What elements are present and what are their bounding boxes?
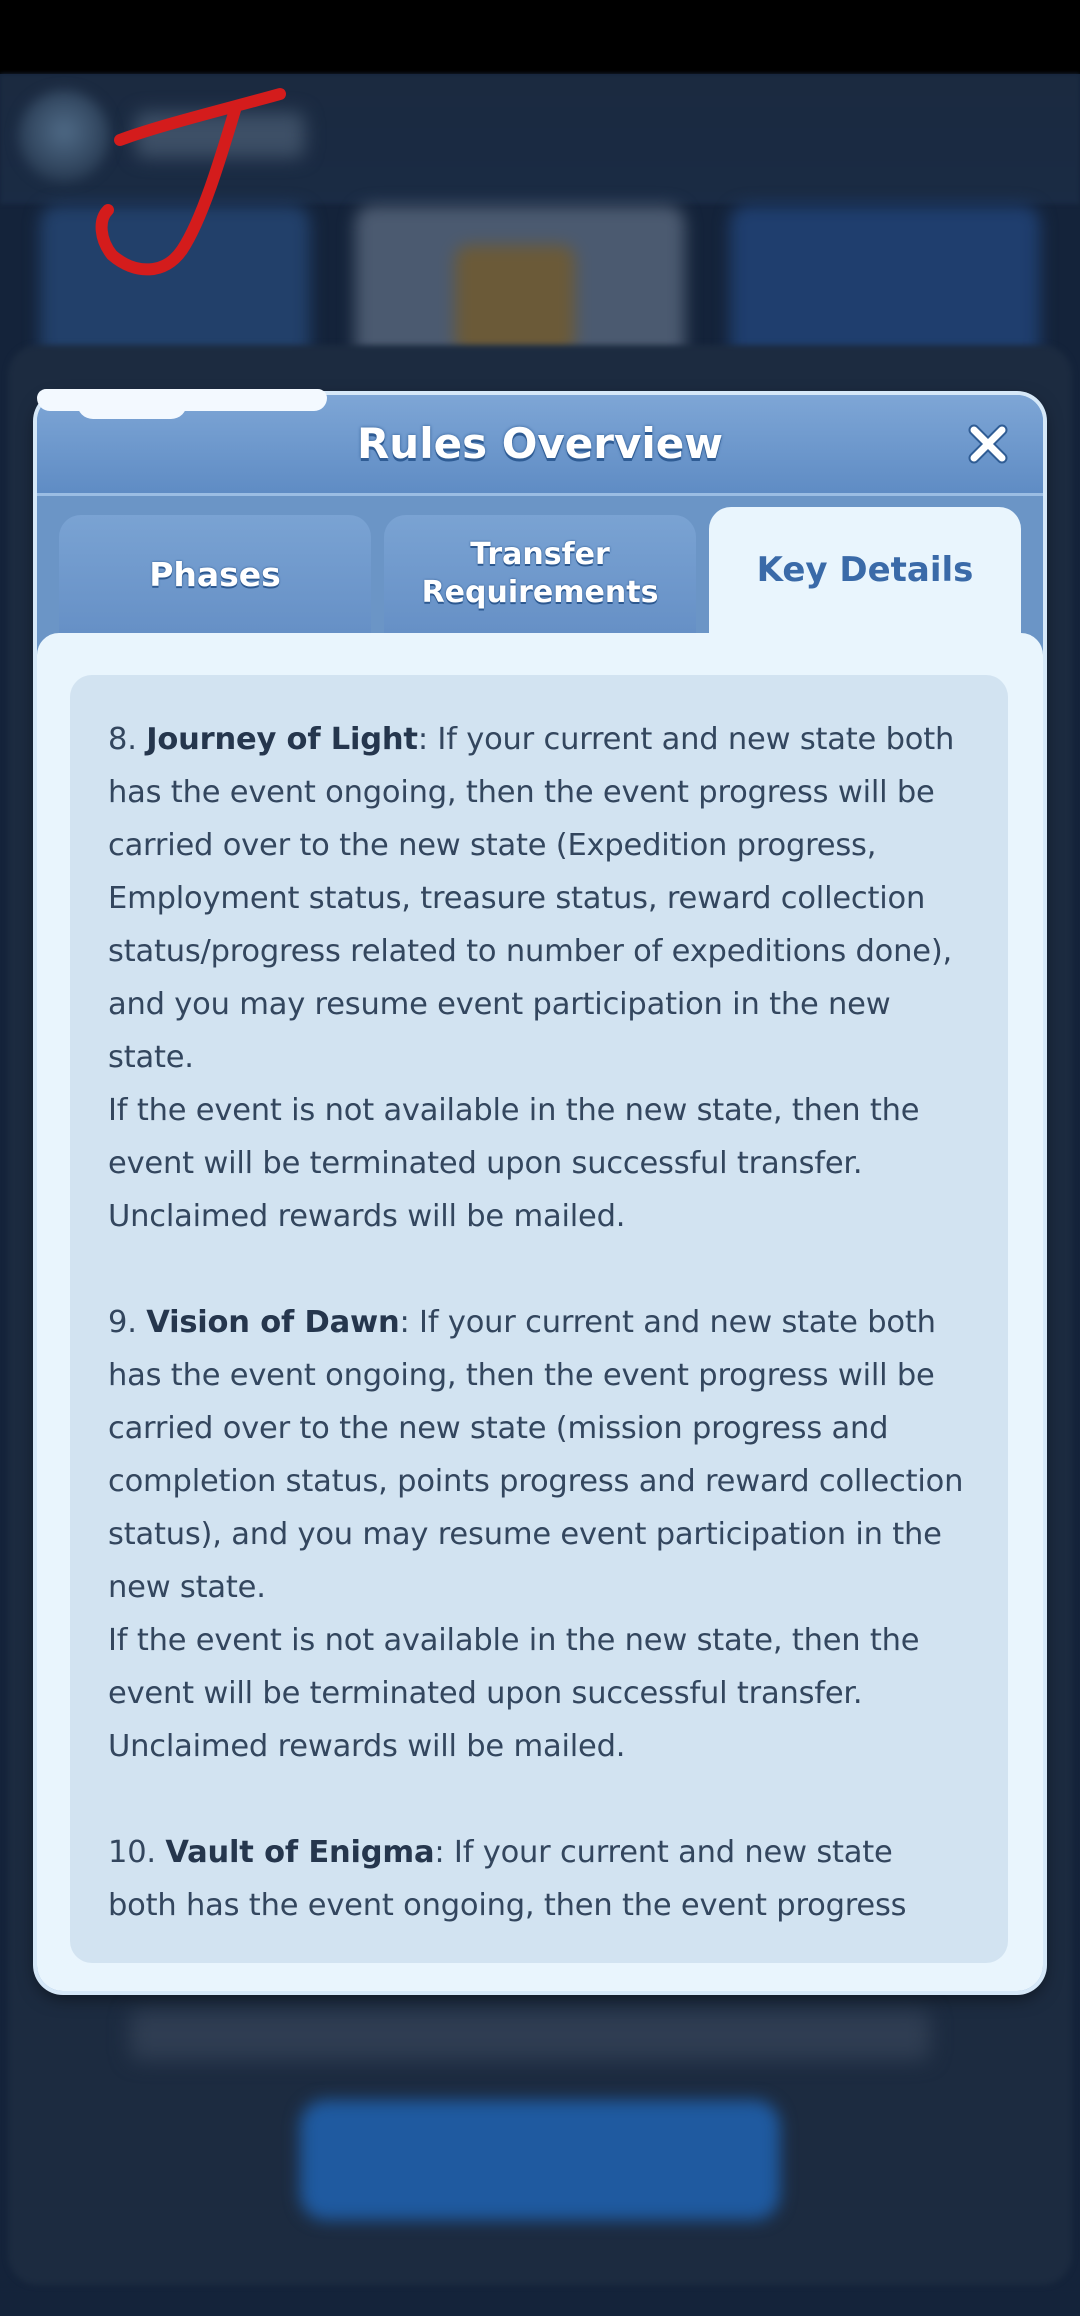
tab-label: Phases: [149, 554, 281, 594]
close-icon: [965, 421, 1011, 467]
rule-number: 10.: [108, 1835, 156, 1870]
tab-key-details[interactable]: [709, 507, 1021, 633]
rule-title: Vault of Enigma: [165, 1835, 435, 1870]
tab-transfer-requirements[interactable]: [384, 515, 696, 633]
rule-number: 8.: [108, 722, 137, 757]
background-action-button: [300, 2100, 780, 2220]
red-annotation-mark: [90, 80, 310, 290]
rule-text: : If your current and new state both has the event ongoing, then the event progress will be carried over to the new state (mission progress and completion status, points progress and reward collection status), and you may resume event participation in the new state.: [108, 1305, 964, 1605]
modal-header: [37, 395, 1043, 496]
rule-text: : If your current and new state both has the event ongoing, then the event progress will be carried over to the new state (Expedition progress, Employment status, treasure status, reward collection status/progress related to number of expeditions done), and you may resume event participation in the new state.: [108, 722, 955, 1075]
rule-text: : If your current and new state both has the event ongoing, then the event progress: [108, 1835, 907, 1923]
rule-title: Journey of Light: [146, 722, 418, 757]
rule-mailed-text: Unclaimed rewards will be mailed.: [108, 1729, 626, 1764]
rules-scroll-area[interactable]: [70, 675, 1008, 1963]
tab-label-line1: Transfer: [470, 537, 610, 572]
rule-item: [108, 1296, 970, 1773]
rule-mailed-text: Unclaimed rewards will be mailed.: [108, 1199, 626, 1234]
rule-item: [108, 713, 970, 1243]
status-bar: [0, 0, 1080, 74]
rules-overview-modal: [37, 395, 1043, 1991]
tab-bar: [37, 515, 1043, 635]
rule-unavailable-text: If the event is not available in the new state, then the event will be terminated upon successful transfer.: [108, 1623, 920, 1711]
modal-title: Rules Overview: [356, 419, 724, 468]
tab-label-line2: Requirements: [421, 575, 659, 610]
rules-text: [108, 713, 970, 1932]
rule-title: Vision of Dawn: [146, 1305, 400, 1340]
tab-label: Key Details: [756, 550, 974, 590]
rule-unavailable-text: If the event is not available in the new state, then the event will be terminated upon successful transfer.: [108, 1093, 920, 1181]
close-button[interactable]: [963, 419, 1013, 469]
content-panel: [37, 633, 1043, 1991]
background-info-text: [130, 2010, 930, 2060]
rule-number: 9.: [108, 1305, 137, 1340]
tab-phases[interactable]: [59, 515, 371, 633]
rule-item: [108, 1826, 970, 1932]
